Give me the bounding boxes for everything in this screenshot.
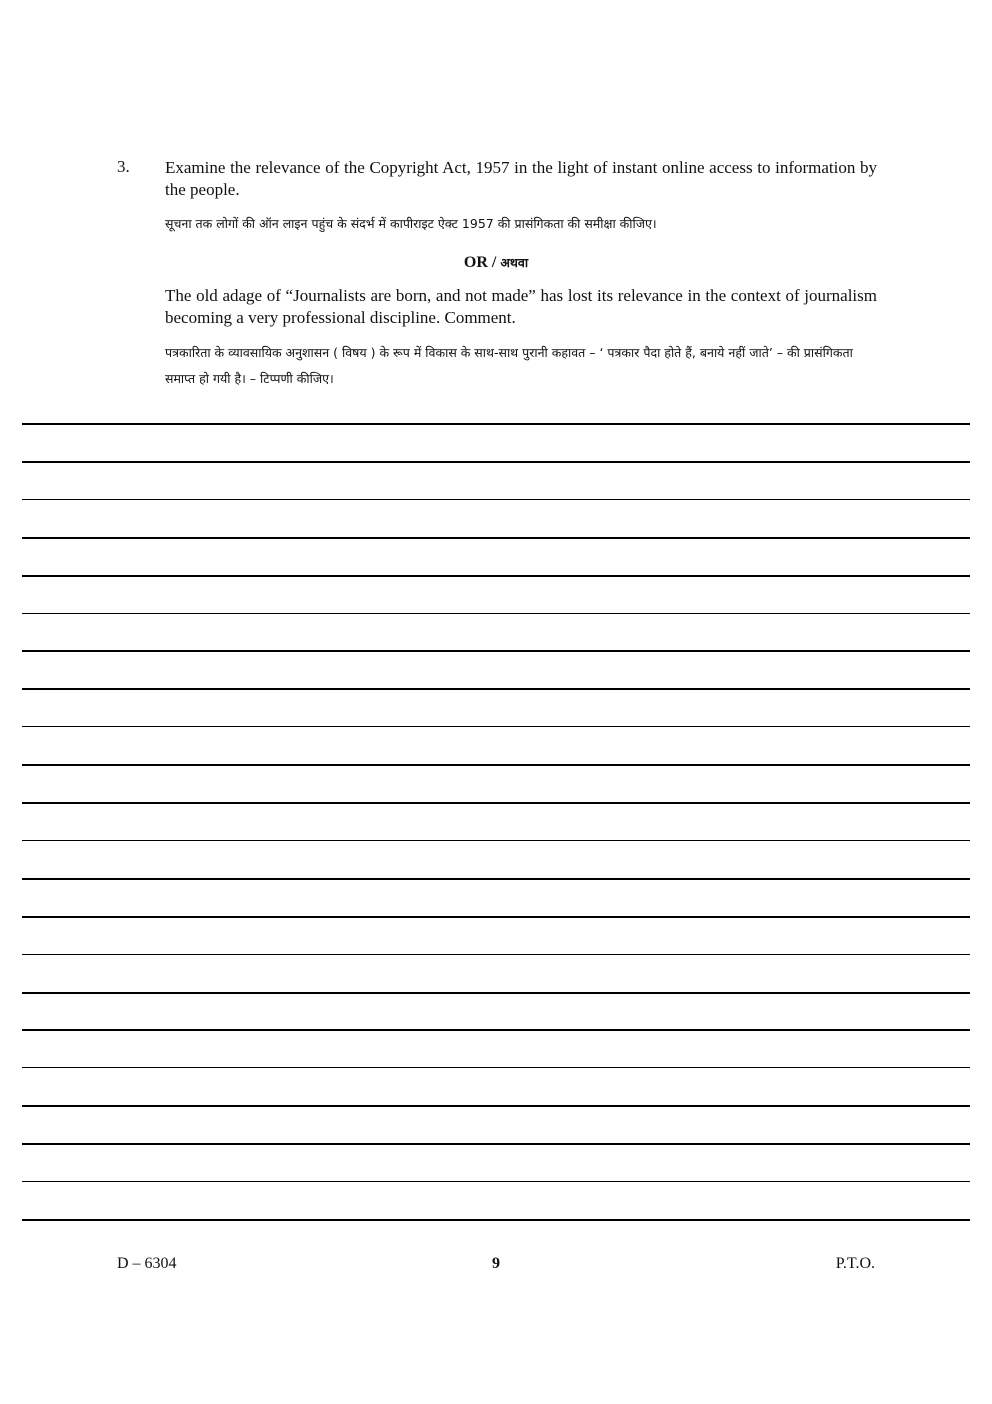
answer-line [22,575,970,577]
answer-line [22,726,970,727]
paper-code: D – 6304 [117,1255,177,1272]
answer-line [22,1105,970,1107]
answer-line [22,840,970,841]
alternate-question-english: The old adage of “Journalists are born, and not made” has lost its relevance in the context of journalism becoming a very professional discipline. Comment. [165,286,877,327]
answer-line [22,1219,970,1221]
page-number: 9 [492,1255,500,1272]
question-text-english: Examine the relevance of the Copyright Act, 1957 in the light of instant online access to information by the people. [165,158,877,199]
answer-line [22,954,970,955]
answer-line [22,613,970,614]
question-text-hindi: सूचना तक लोगों की ऑन लाइन पहुंच के संदर्भ में कापीराइट ऐक्ट 1957 की प्रासंगिकता की समीक्षा कीजिए। [165,216,657,231]
answer-line [22,499,970,500]
alternate-question-hindi: पत्रकारिता के व्यावसायिक अनुशासन ( विषय ) के रूप में विकास के साथ-साथ पुरानी कहावत – ‘ पत्रकार पैदा होते हैं, बनाये नहीं जाते’ – की प्रासंगिकता समाप्त हो गयी है। – टिप्पणी कीजिए। [165,345,853,386]
please-turn-over: P.T.O. [835,1255,875,1272]
answer-line [22,461,970,463]
answer-line [22,916,970,918]
answer-line [22,423,970,425]
answer-line [22,878,970,880]
answer-line [22,1067,970,1068]
or-separator [0,254,992,272]
answer-line [22,650,970,652]
question-number: 3. [117,157,130,176]
answer-line [22,1143,970,1145]
answer-line [22,688,970,690]
answer-line [22,537,970,539]
or-label-hindi: अथवा [500,255,529,270]
answer-line [22,802,970,804]
answer-line [22,1181,970,1182]
or-label-english: OR / [463,254,501,271]
answer-line [22,764,970,766]
answer-line [22,1029,970,1031]
answer-line [22,992,970,994]
